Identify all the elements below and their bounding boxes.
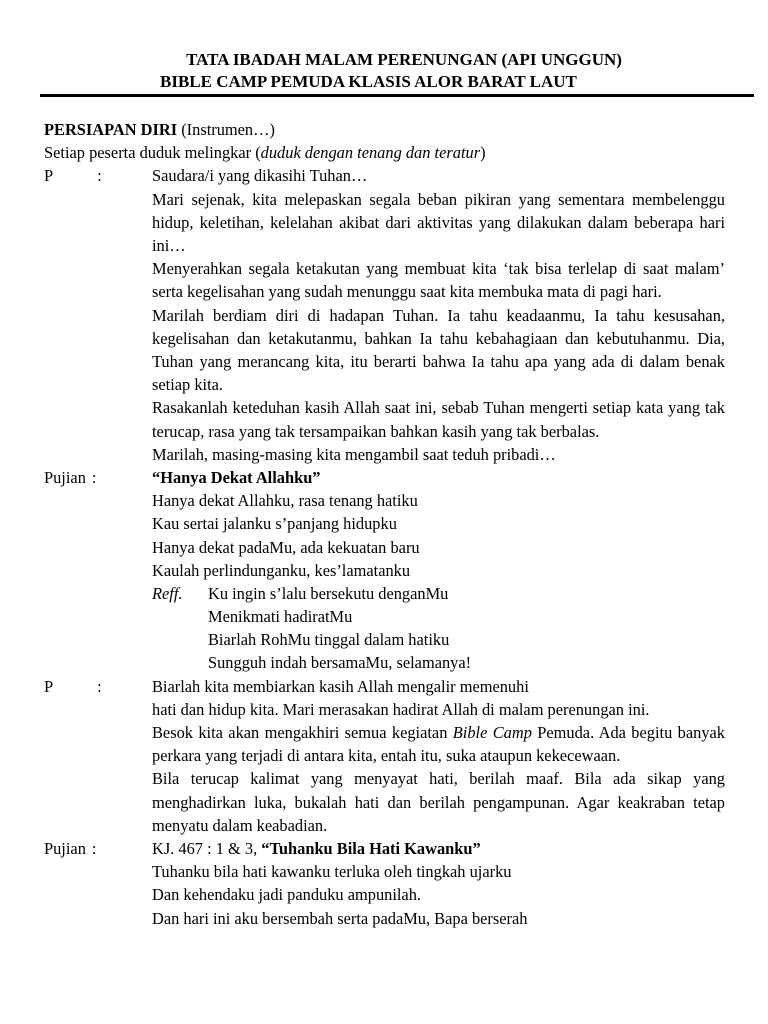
lyric-line: Dan hari ini aku bersembah serta padaMu, Bapa berserah — [152, 908, 528, 928]
song-lyrics-2 — [152, 837, 725, 930]
song-block-1 — [44, 466, 725, 675]
section-heading-persiapan — [44, 118, 725, 141]
paragraph-text: Besok kita akan mengakhiri semua kegiatan — [152, 723, 453, 743]
song-lyrics-1 — [152, 466, 725, 675]
lyric-line: Biarlah RohMu tinggal dalam hatiku — [208, 630, 450, 650]
speaker-colon: : — [91, 839, 97, 859]
song-heading — [152, 837, 725, 860]
lyric-line: Ku ingin s’lalu bersekutu denganMu — [208, 583, 449, 603]
document-title-line1: TATA IBADAH MALAM PERENUNGAN (API UNGGUN) — [186, 50, 622, 69]
paragraph: Marilah berdiam diri di hadapan Tuhan. Ia tahu keadaanmu, Ia tahu kesusahan, kegelisahan dan ketakutanmu, bahkan Ia tahu kebahagiaan dan kebutuhanmu. Dia, Tuhan yang merancang kita, itu berarti bahwa Ia tahu apa yang ada di dalam benak setiap kita. — [152, 305, 725, 395]
song-block-2 — [44, 837, 725, 930]
hymn-reference: KJ. 467 : 1 & 3, — [152, 839, 262, 859]
leader-text-1 — [152, 164, 725, 466]
paragraph-line: hati dan hidup kita. Mari merasakan hadirat Allah di malam perenungan ini. — [152, 699, 650, 719]
speaker-name: P — [44, 676, 54, 696]
seating-instruction — [44, 141, 725, 164]
paragraph-text: Pemuda. Ada begitu banyak perkara yang terjadi di antara kita, entah itu, suka ataupun kekecewaan. — [152, 723, 725, 766]
song-title: “Hanya Dekat Allahku” — [152, 467, 321, 487]
refrain-lines — [208, 582, 725, 675]
speaker-colon: : — [97, 166, 102, 186]
document-body — [44, 118, 725, 930]
speaker-name: Pujian — [44, 467, 86, 487]
instruction-close: ) — [480, 143, 486, 163]
paragraph — [152, 721, 725, 767]
refrain-label: Reff. — [152, 583, 183, 603]
leader-text-2 — [152, 675, 725, 837]
lyric-line: Kau sertai jalanku s’panjang hidupku — [152, 514, 397, 534]
speaker-label — [44, 164, 152, 466]
section-heading-text: PERSIAPAN DIRI — [44, 120, 178, 139]
paragraph-italic: Bible Camp — [452, 723, 532, 743]
paragraph: Marilah, masing-masing kita mengambil saat teduh pribadi… — [152, 444, 556, 464]
speaker-label — [44, 466, 152, 675]
instruction-italic: duduk dengan tenang dan teratur — [260, 143, 481, 163]
paragraph: Mari sejenak, kita melepaskan segala beban pikiran yang sementara membelenggu hidup, keletihan, kelelahan akibat dari aktivitas yang dilakukan dalam beberapa hari ini… — [152, 189, 725, 255]
document-title-line2: BIBLE CAMP PEMUDA KLASIS ALOR BARAT LAUT — [160, 72, 577, 91]
speaker-name: Pujian — [44, 839, 86, 859]
section-heading-note: (Instrumen…) — [177, 120, 275, 139]
refrain — [152, 582, 725, 675]
speaker-name: P — [44, 166, 54, 186]
lyric-line: Hanya dekat Allahku, rasa tenang hatiku — [152, 491, 418, 511]
song-title: “Tuhanku Bila Hati Kawanku” — [261, 839, 481, 859]
paragraph: Bila terucap kalimat yang menyayat hati, berilah maaf. Bila ada sikap yang menghadirkan luka, bukalah hati dan berilah pengampunan. Agar keakraban tetap menyatu dalam keabadian. — [152, 769, 725, 835]
greeting: Saudara/i yang dikasihi Tuhan… — [152, 166, 368, 186]
paragraph: Rasakanlah keteduhan kasih Allah saat ini, sebab Tuhan mengerti setiap kata yang tak terucap, rasa yang tak tersampaikan bahkan kasih yang tak berbalas. — [152, 398, 725, 441]
lyric-line: Hanya dekat padaMu, ada kekuatan baru — [152, 537, 420, 557]
speaker-colon: : — [91, 467, 97, 487]
title-divider — [40, 94, 754, 97]
paragraph: Menyerahkan segala ketakutan yang membuat kita ‘tak bisa terlelap di saat malam’ serta kegelisahan yang sudah menunggu saat kita membuka mata di pagi hari. — [152, 259, 725, 302]
leader-block-2 — [44, 675, 725, 837]
lyric-line: Kaulah perlindunganku, kes’lamatanku — [152, 560, 411, 580]
leader-block-1 — [44, 164, 725, 466]
paragraph-line: Biarlah kita membiarkan kasih Allah mengalir memenuhi — [152, 676, 529, 696]
lyric-line: Menikmati hadiratMu — [208, 607, 353, 627]
speaker-label — [44, 837, 152, 930]
speaker-label — [44, 675, 152, 837]
lyric-line: Dan kehendaku jadi panduku ampunilah. — [152, 885, 422, 905]
instruction-text: Setiap peserta duduk melingkar ( — [44, 143, 261, 163]
lyric-line: Sungguh indah bersamaMu, selamanya! — [208, 653, 472, 673]
speaker-colon: : — [97, 676, 102, 696]
lyric-line: Tuhanku bila hati kawanku terluka oleh tingkah ujarku — [152, 862, 512, 882]
